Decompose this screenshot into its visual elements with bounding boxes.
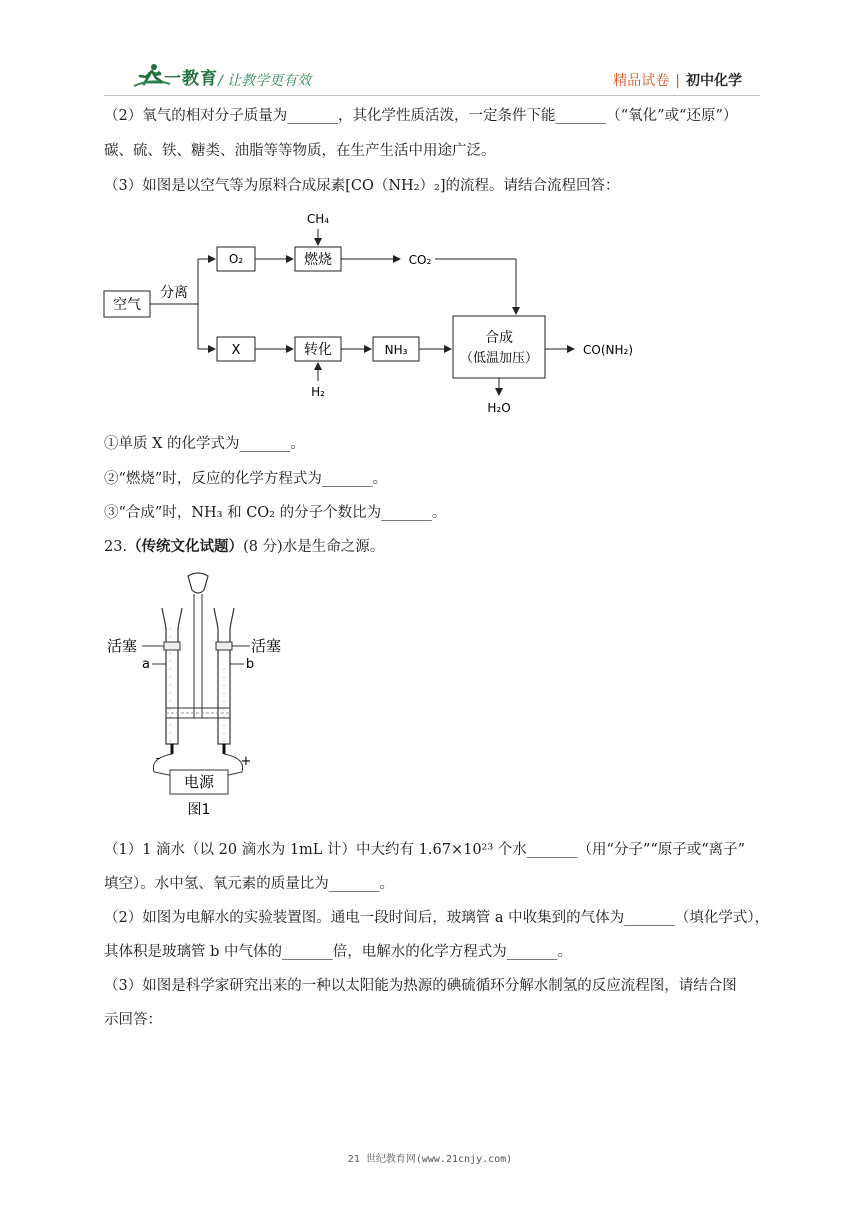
h2o-label: H₂O — [487, 401, 511, 415]
synthesis-label-2: （低温加压） — [459, 351, 539, 366]
stopcock-right-label: 活塞 — [250, 637, 282, 655]
h2-label: H₂ — [311, 385, 325, 399]
electrolysis-apparatus — [100, 568, 300, 820]
sub-question-3: ③“合成”时，NH₃ 和 CO₂ 的分子个数比为_______。 — [104, 505, 447, 521]
ch4-label: CH₄ — [306, 212, 330, 226]
q23-part3-line2: 示回答： — [104, 1012, 162, 1028]
o2-label: O₂ — [228, 252, 244, 266]
q23-part1-line2: 填空）。水中氢、氧元素的质量比为_______。 — [104, 876, 394, 892]
logo-text: 二一教育 — [146, 69, 218, 89]
nh3-label: NH₃ — [384, 343, 408, 357]
q2-line-2: 碳、硫、铁、糖类、油脂等等物质，在生产生活中用途广泛。 — [104, 143, 496, 159]
urea-flowchart — [100, 205, 660, 425]
q23-number: 23. — [104, 539, 128, 555]
q23-tag: （传统文化试题） — [127, 538, 244, 555]
figure-label: 图1 — [187, 802, 211, 818]
q23-heading — [104, 537, 760, 557]
sub-question-2: ②“燃烧”时，反应的化学方程式为_______。 — [104, 471, 388, 487]
q23-intro: (8 分)水是生命之源。 — [243, 539, 385, 555]
q23-part2-line1: （2）如图为电解水的实验装置图。通电一段时间后，玻璃管 a 中收集到的气体为_______（填化学式）， — [104, 910, 770, 926]
q23-part2-line2: 其体积是玻璃管 b 中气体的_______倍，电解水的化学方程式为_______。 — [104, 944, 572, 960]
tube-a-label: a — [142, 657, 150, 672]
co2-label: CO₂ — [408, 253, 432, 267]
separate-label: 分离 — [160, 285, 188, 301]
header-separator: | — [675, 73, 680, 89]
transform-label: 转化 — [304, 342, 332, 358]
header-divider — [104, 95, 760, 96]
synthesis-box — [453, 316, 545, 378]
subject-label: 初中化学 — [686, 73, 742, 89]
product-label: CO(NH₂) — [583, 343, 633, 357]
page-footer: 21 世纪教育网(www.21cnjy.com) — [347, 1154, 513, 1165]
burn-label: 燃烧 — [304, 252, 332, 268]
q2-line-1: （2）氧气的相对分子质量为_______，其化学性质活泼，一定条件下能_______（“氧化”或“还原”） — [104, 108, 738, 124]
header-right — [613, 70, 742, 90]
paper-tag: 精品试卷 — [613, 73, 670, 89]
q3-line-1: （3）如图是以空气等为原料合成尿素[CO（NH₂）₂]的流程。请结合流程回答： — [104, 178, 620, 194]
stopcock-left-label: 活塞 — [106, 637, 138, 655]
q23-part1-line1: （1）1 滴水（以 20 滴水为 1mL 计）中大约有 1.67×10²³ 个水_______（用“分子”“原子或“离子” — [104, 842, 746, 858]
plus-label: + — [240, 754, 252, 769]
air-label: 空气 — [113, 297, 141, 313]
minus-label: - — [155, 751, 161, 766]
power-label: 电源 — [183, 773, 215, 791]
x-label: X — [231, 343, 241, 358]
tube-b-label: b — [245, 657, 255, 672]
synthesis-label-1: 合成 — [485, 330, 513, 346]
sub-question-1: ①单质 X 的化学式为_______。 — [104, 436, 305, 452]
slogan: / 让教学更有效 — [218, 73, 312, 89]
q23-part3-line1: （3）如图是科学家研究出来的一种以太阳能为热源的碘硫循环分解水制氢的反应流程图，请结合图 — [104, 978, 737, 994]
